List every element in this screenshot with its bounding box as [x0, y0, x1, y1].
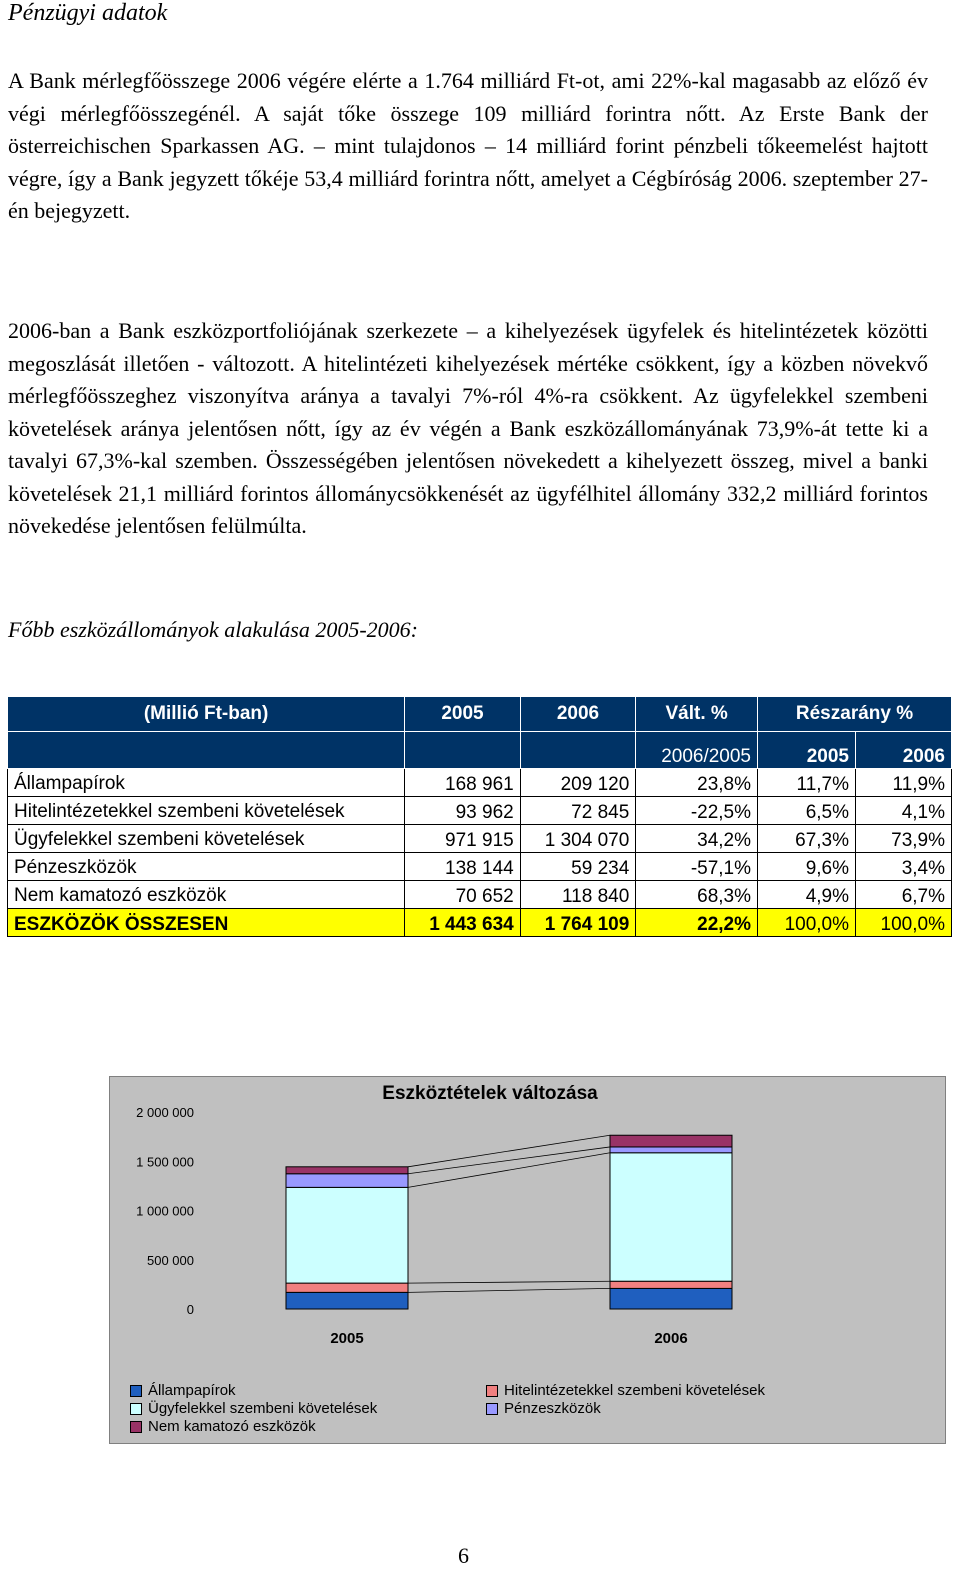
- section-heading: Pénzügyi adatok: [8, 0, 168, 26]
- paragraph-balance-sheet: A Bank mérlegfőösszege 2006 végére elérte a 1.764 milliárd Ft-ot, ami 22%-kal magasabb az előző év végi mérlegfőösszegénél. A saját tőke összege 109 milliárd forintra nőtt. Az Erste Bank der österreichischen Sparkassen AG. – mint tulajdonos – 14 milliárd forint pénzbeli tőkeemelést hajtott végre, így a Bank jegyzett tőkéje 53,4 milliárd forintra nőtt, amelyet a Cégbíróság 2006. szeptember 27-én bejegyzett.: [8, 68, 928, 223]
- bar-segment: [286, 1292, 408, 1309]
- cell-s2005: 67,3%: [758, 825, 856, 853]
- cell-v2005: 93 962: [405, 797, 521, 825]
- row-label: Ügyfelekkel szembeni követelések: [8, 825, 405, 853]
- legend-label: Hitelintézetekkel szembeni követelések: [504, 1382, 765, 1399]
- table-row: [8, 853, 952, 881]
- header-unit: (Millió Ft-ban): [8, 697, 405, 732]
- y-tick-label: 1 000 000: [136, 1203, 194, 1219]
- header-share-2006: 2006: [856, 732, 952, 769]
- table-row: [8, 769, 952, 797]
- cell-v2005: 70 652: [405, 881, 521, 909]
- legend-swatch: [486, 1385, 498, 1397]
- cell-change: 68,3%: [636, 881, 758, 909]
- total-row: [8, 909, 952, 937]
- legend-label: Nem kamatozó eszközök: [148, 1418, 316, 1435]
- cell-s2006: 73,9%: [856, 825, 952, 853]
- bar-segment: [286, 1167, 408, 1174]
- bar-segment: [610, 1147, 732, 1153]
- header-change-sub: 2006/2005: [636, 732, 758, 769]
- table-caption: Főbb eszközállományok alakulása 2005-2006:: [8, 617, 418, 642]
- legend-item: [130, 1382, 236, 1399]
- bar-segment: [610, 1153, 732, 1281]
- cell-s2005: 6,5%: [758, 797, 856, 825]
- cell-v2006: 72 845: [520, 797, 636, 825]
- total-s2006: 100,0%: [856, 909, 952, 937]
- cell-s2005: 4,9%: [758, 881, 856, 909]
- cell-v2006: 209 120: [520, 769, 636, 797]
- y-tick-label: 2 000 000: [136, 1105, 194, 1120]
- bar-segment: [286, 1174, 408, 1188]
- cell-v2006: 59 234: [520, 853, 636, 881]
- header-change: Vált. %: [636, 697, 758, 732]
- bar-segment: [610, 1281, 732, 1288]
- legend-label: Állampapírok: [148, 1382, 236, 1399]
- assets-chart: [109, 1076, 946, 1444]
- bar-segment: [610, 1135, 732, 1147]
- cell-s2006: 11,9%: [856, 769, 952, 797]
- x-tick-label: 2006: [654, 1330, 688, 1347]
- cell-v2005: 138 144: [405, 853, 521, 881]
- cell-change: -57,1%: [636, 853, 758, 881]
- cell-v2005: 168 961: [405, 769, 521, 797]
- table-row: [8, 881, 952, 909]
- row-label: Hitelintézetekkel szembeni követelések: [8, 797, 405, 825]
- total-v2005: 1 443 634: [405, 909, 521, 937]
- y-tick-label: 500 000: [147, 1252, 194, 1268]
- y-tick-label: 1 500 000: [136, 1154, 194, 1170]
- legend-item: [130, 1400, 377, 1417]
- chart-title: Eszköztételek változása: [382, 1083, 598, 1104]
- row-label: Pénzeszközök: [8, 853, 405, 881]
- series-line: [408, 1288, 610, 1292]
- legend-swatch: [130, 1403, 142, 1415]
- legend-label: Ügyfelekkel szembeni követelések: [148, 1400, 378, 1417]
- cell-s2005: 11,7%: [758, 769, 856, 797]
- page-number: 6: [458, 1543, 469, 1568]
- legend-item: [486, 1400, 601, 1417]
- total-v2006: 1 764 109: [520, 909, 636, 937]
- cell-s2006: 4,1%: [856, 797, 952, 825]
- cell-s2005: 9,6%: [758, 853, 856, 881]
- y-tick-label: 0: [186, 1302, 194, 1317]
- header-share: Részarány %: [758, 697, 952, 732]
- cell-change: -22,5%: [636, 797, 758, 825]
- legend-swatch: [130, 1385, 142, 1397]
- total-s2005: 100,0%: [758, 909, 856, 937]
- cell-v2006: 1 304 070: [520, 825, 636, 853]
- row-label: Nem kamatozó eszközök: [8, 881, 405, 909]
- legend-item: [130, 1418, 316, 1435]
- table-row: [8, 797, 952, 825]
- cell-s2006: 3,4%: [856, 853, 952, 881]
- table-row: [8, 825, 952, 853]
- header-2006: 2006: [520, 697, 636, 732]
- cell-s2006: 6,7%: [856, 881, 952, 909]
- series-line: [408, 1281, 610, 1283]
- assets-table: [7, 696, 952, 937]
- cell-change: 23,8%: [636, 769, 758, 797]
- legend-label: Pénzeszközök: [504, 1400, 601, 1417]
- x-tick-label: 2005: [330, 1330, 364, 1347]
- paragraph-asset-portfolio: 2006-ban a Bank eszközportfoliójának szerkezete – a kihelyezések ügyfelek és hitelintézetek közötti megoszlását illetően - változott. A hitelintézeti kihelyezések mértéke csökkent, így a közben növekvő mérlegfőösszeghez viszonyítva aránya a tavalyi 7%-ról 4%-ra csökkent. Az ügyfelekkel szembeni követelések aránya jelentősen nőtt, így az év végén a Bank eszközállományának 73,9%-át tette ki a tavalyi 67,3%-kal szemben. Összességében jelentősen növekedett a kihelyezett összeg, mivel a banki követelések 21,1 milliárd forintos állománycsökkenését az ügyfélhitel állomány 332,2 milliárd forintos növekedése jelentősen felülmúlta.: [8, 318, 928, 538]
- bar-segment: [610, 1288, 732, 1309]
- legend-item: [486, 1382, 765, 1399]
- legend-swatch: [130, 1421, 142, 1433]
- bar-segment: [286, 1283, 408, 1292]
- row-label: Állampapírok: [8, 769, 405, 797]
- cell-change: 34,2%: [636, 825, 758, 853]
- header-share-2005: 2005: [758, 732, 856, 769]
- legend-swatch: [486, 1403, 498, 1415]
- total-change: 22,2%: [636, 909, 758, 937]
- cell-v2005: 971 915: [405, 825, 521, 853]
- cell-v2006: 118 840: [520, 881, 636, 909]
- total-label: ESZKÖZÖK ÖSSZESEN: [8, 909, 405, 937]
- bar-segment: [286, 1187, 408, 1283]
- header-2005: 2005: [405, 697, 521, 732]
